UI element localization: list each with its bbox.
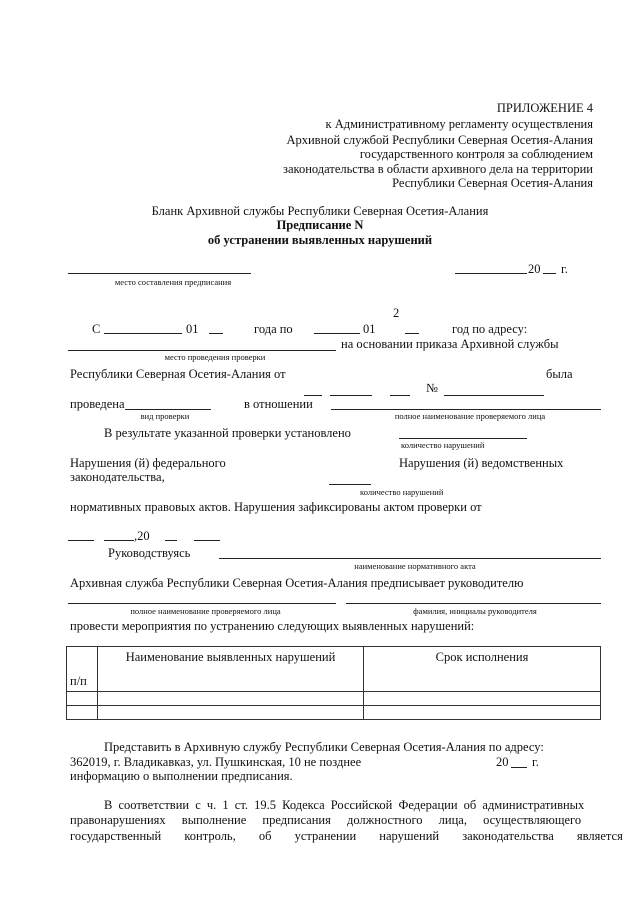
- date-line: [455, 273, 527, 274]
- inspection-place-line: [68, 350, 336, 351]
- inspection-place-caption: место проведения проверки: [164, 352, 266, 362]
- table-row: [67, 706, 601, 720]
- period-line: [104, 333, 182, 334]
- col-num-header: [67, 647, 98, 692]
- appendix-title: ПРИЛОЖЕНИЕ 4: [496, 101, 593, 115]
- submit-line-3: информацию о выполнении предписания.: [70, 769, 293, 783]
- head-line: [346, 603, 601, 604]
- count-caption: количество нарушений: [401, 440, 485, 450]
- date-line: [165, 540, 177, 541]
- date-year-line: [543, 273, 556, 274]
- period-line: [405, 333, 419, 334]
- violations-federal: Нарушения (й) федерального: [70, 456, 226, 470]
- number-line: [444, 395, 544, 396]
- table-cell[interactable]: [364, 692, 601, 706]
- appendix-line: к Административному регламенту осуществления: [325, 117, 593, 131]
- measures-text: провести мероприятия по устранению следующих выявленных нарушений:: [70, 619, 475, 633]
- table-cell[interactable]: [364, 706, 601, 720]
- superscript: 2: [393, 306, 400, 320]
- kind-caption: вид проверки: [140, 411, 190, 421]
- table-cell[interactable]: [98, 706, 364, 720]
- violations-table: [66, 646, 601, 720]
- republic-text: Республики Северная Осетия-Алания от: [70, 367, 286, 381]
- submit-line-1: Представить в Архивную службу Республики Северная Осетия-Алания по адресу:: [104, 740, 544, 754]
- regarding-text: в отношении: [244, 397, 313, 411]
- date-line: [68, 540, 94, 541]
- submit-line-2: 362019, г. Владикавказ, ул. Пушкинская, 10 не позднее: [70, 755, 362, 769]
- violations-federal-2: законодательства,: [70, 470, 165, 484]
- col-name-header: [98, 647, 364, 692]
- prescribes-text: Архивная служба Республики Северная Осетия-Алания предписывает руководителю: [70, 576, 524, 590]
- date2-year: ,20: [134, 529, 150, 543]
- period-day2: 01: [363, 322, 376, 336]
- count-line: [329, 484, 371, 485]
- name-line: [331, 409, 601, 410]
- period-line: [314, 333, 360, 334]
- appendix-line: Республики Северная Осетия-Алания: [392, 176, 593, 190]
- col-name-label: Наименование выявленных нарушений: [125, 650, 336, 664]
- org-line: [68, 603, 336, 604]
- date-suffix: г.: [561, 262, 568, 276]
- org-caption: полное наименование проверяемого лица: [130, 606, 281, 616]
- col-num-label: п/п: [70, 674, 87, 688]
- table-row: [67, 692, 601, 706]
- legal-line-1: В соответствии с ч. 1 ст. 19.5 Кодекса Российской Федерации об административных: [104, 798, 585, 812]
- act-line: [219, 558, 601, 559]
- document-subtitle: об устранении выявленных нарушений: [207, 233, 433, 247]
- place-line: [68, 273, 251, 274]
- period-line: [209, 333, 223, 334]
- col-deadline-label: Срок исполнения: [435, 650, 529, 664]
- number-sign: №: [426, 381, 438, 395]
- date-year: 20: [528, 262, 541, 276]
- count-line: [399, 438, 527, 439]
- act-caption: наименование нормативного акта: [354, 561, 476, 571]
- guided-text: Руководствуясь: [108, 546, 191, 560]
- legal-line-2: правонарушениях выполнение предписания должностного лица, осуществляющего: [70, 813, 582, 827]
- count-caption: количество нарушений: [360, 487, 444, 497]
- period-year-to: года по: [254, 322, 293, 336]
- period-day1: 01: [186, 322, 199, 336]
- appendix-line: законодательства в области архивного дела на территории: [283, 162, 593, 176]
- period-from: С: [92, 322, 101, 336]
- appendix-line: государственного контроля за соблюдением: [359, 147, 593, 161]
- basis-text: на основании приказа Архивной службы: [341, 337, 559, 351]
- kind-line: [125, 409, 211, 410]
- date-line: [104, 540, 134, 541]
- document-title: Предписание N: [276, 218, 364, 232]
- table-cell[interactable]: [67, 706, 98, 720]
- was-text: была: [546, 367, 573, 381]
- blank-header: Бланк Архивной службы Республики Северная Осетия-Алания: [151, 204, 489, 218]
- table-header-row: [67, 647, 601, 692]
- submit-year: 20: [496, 755, 509, 769]
- table-cell[interactable]: [98, 692, 364, 706]
- place-caption: место составления предписания: [114, 277, 232, 287]
- head-caption: фамилия, инициалы руководителя: [413, 606, 537, 616]
- name-caption: полное наименование проверяемого лица: [394, 411, 546, 421]
- conducted-text: проведена: [70, 397, 125, 411]
- normative-text: нормативных правовых актов. Нарушения зафиксированы актом проверки от: [70, 500, 482, 514]
- result-text: В результате указанной проверки установлено: [104, 426, 351, 440]
- date-line: [304, 395, 322, 396]
- appendix-line: Архивной службой Республики Северная Осетия-Алания: [286, 133, 593, 147]
- period-address: год по адресу:: [452, 322, 528, 336]
- submit-year-line: [511, 767, 527, 768]
- date-line: [330, 395, 372, 396]
- submit-year-suffix: г.: [532, 755, 539, 769]
- col-deadline-header: [364, 647, 601, 692]
- date-line: [194, 540, 220, 541]
- table-cell[interactable]: [67, 692, 98, 706]
- legal-line-3: государственный контроль, об устранении нарушений законодательства является: [70, 829, 623, 843]
- violations-departmental: Нарушения (й) ведомственных: [399, 456, 564, 470]
- date-line: [390, 395, 410, 396]
